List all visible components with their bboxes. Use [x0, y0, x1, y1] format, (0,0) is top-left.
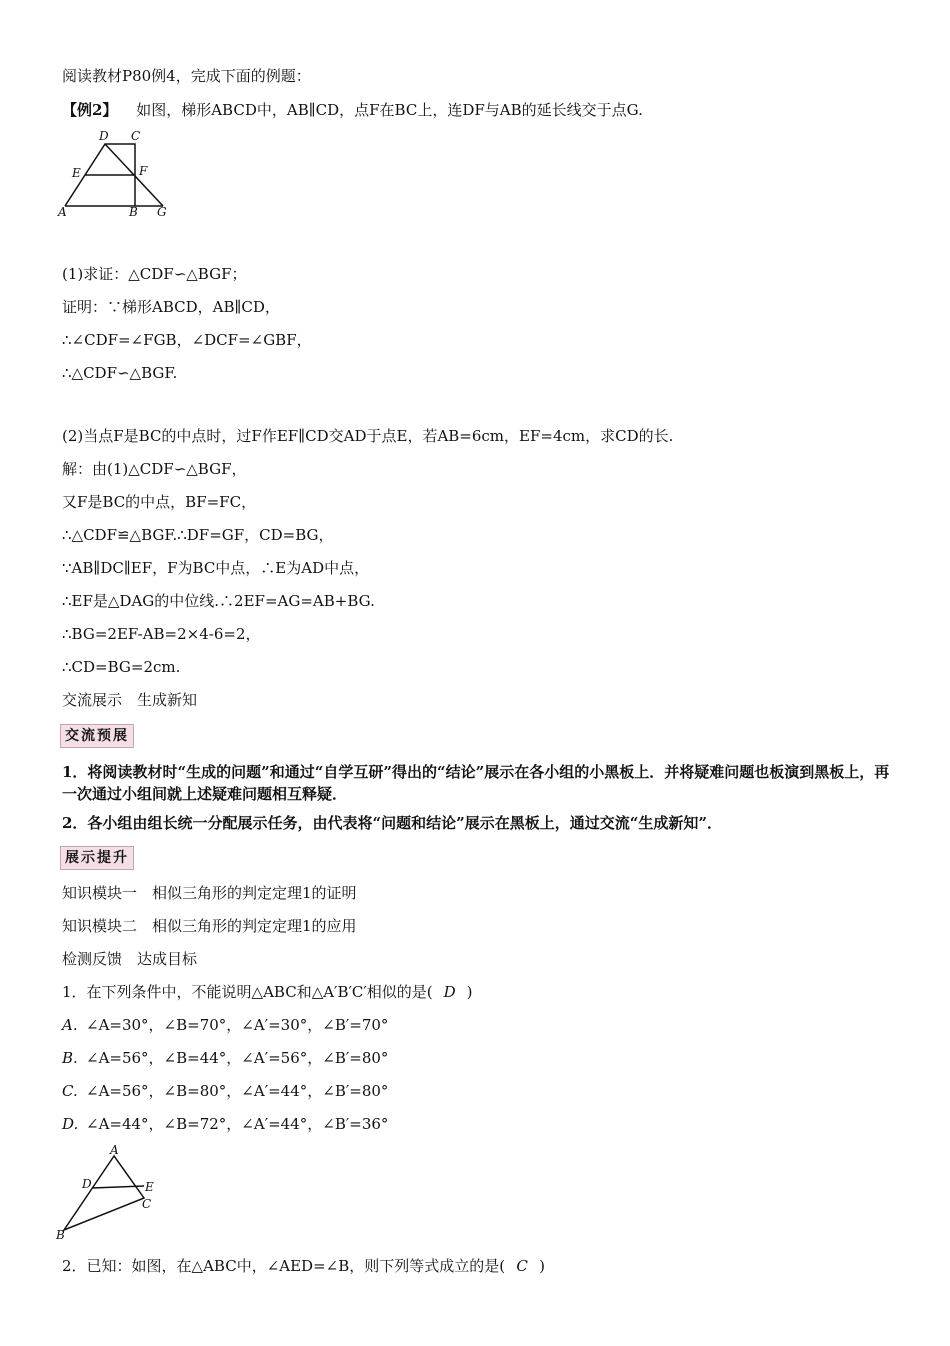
question-2-stem — [62, 1256, 545, 1276]
question-2-text: 2．已知：如图，在△ABC中，∠AED=∠B，则下列等式成立的是( — [62, 1257, 506, 1275]
knowledge-module: 知识模块二 相似三角形的判定定理1的应用 — [62, 917, 357, 935]
solution-line: ∴BG=2EF-AB=2×4-6=2， — [62, 625, 261, 643]
label-b: B — [129, 205, 138, 219]
display-improve-badge: 展示提升 — [60, 846, 134, 870]
section-feedback: 检测反馈 达成目标 — [62, 950, 198, 968]
option-letter: D. — [62, 1115, 79, 1133]
label-d: D — [82, 1177, 92, 1191]
exchange-item: 1．将阅读教材时“生成的问题”和通过“自学互研”得出的“结论”展示在各小组的小黑板上．并将疑难问题也板演到黑板上，再一次通过小组间就上述疑难问题相互释疑． — [62, 763, 890, 803]
trapezoid-figure — [55, 128, 175, 220]
solution-line: ∴EF是△DAG的中位线.∴2EF=AG=AB+BG. — [62, 592, 375, 610]
triangle-abc — [64, 1156, 144, 1230]
question-2-close: ) — [539, 1257, 545, 1275]
label-b: B — [56, 1228, 65, 1242]
label-c: C — [131, 129, 141, 143]
example-label: 【例2】 — [62, 101, 118, 119]
question-1-answer: D — [443, 983, 456, 1001]
triangle-figure — [52, 1142, 162, 1242]
question-2-answer: C — [516, 1257, 528, 1275]
option-text: ∠A=30°，∠B=70°，∠A′=30°，∠B′=70° — [86, 1016, 389, 1034]
question-1-text: 1．在下列条件中，不能说明△ABC和△A′B′C′相似的是( — [62, 983, 433, 1001]
proof-line: ∴△CDF∽△BGF. — [62, 364, 178, 382]
label-f: F — [139, 164, 148, 178]
option-d — [62, 1114, 388, 1134]
option-letter: C. — [62, 1082, 78, 1100]
part1-question: (1)求证：△CDF∽△BGF； — [62, 265, 247, 283]
part2-question: (2)当点F是BC的中点时，过F作EF∥CD交AD于点E，若AB=6cm，EF=4cm，求CD的长. — [62, 427, 674, 445]
solution-line: ∵AB∥DC∥EF，F为BC中点，∴E为AD中点， — [62, 559, 370, 577]
solution-line: ∴△CDF≌△BGF.∴DF=GF，CD=BG， — [62, 526, 334, 544]
option-letter: A. — [62, 1016, 78, 1034]
option-a — [62, 1015, 388, 1035]
label-a: A — [110, 1143, 119, 1157]
example-heading — [62, 100, 643, 120]
label-a: A — [58, 205, 67, 219]
question-1-stem — [62, 982, 473, 1002]
label-e: E — [72, 166, 81, 180]
proof-line: ∴∠CDF=∠FGB，∠DCF=∠GBF， — [62, 331, 312, 349]
proof-line: 证明：∵梯形ABCD，AB∥CD， — [62, 298, 280, 316]
example-text: 如图，梯形ABCD中，AB∥CD，点F在BC上，连DF与AB的延长线交于点G. — [136, 101, 643, 119]
option-c — [62, 1081, 388, 1101]
intro-text: 阅读教材P80例4，完成下面的例题： — [62, 67, 311, 85]
solution-line: ∴CD=BG=2cm. — [62, 658, 181, 676]
question-1-close: ) — [466, 983, 473, 1001]
exchange-item: 2．各小组由组长统一分配展示任务，由代表将“问题和结论”展示在黑板上，通过交流“生成新知”． — [62, 814, 722, 832]
solution-line: 解：由(1)△CDF∽△BGF， — [62, 460, 247, 478]
exchange-preview-badge: 交流预展 — [60, 724, 134, 748]
solution-line: 又F是BC的中点，BF=FC， — [62, 493, 257, 511]
label-g: G — [157, 205, 167, 219]
knowledge-module: 知识模块一 相似三角形的判定定理1的证明 — [62, 884, 357, 902]
label-e: E — [145, 1180, 154, 1194]
section-exchange: 交流展示 生成新知 — [62, 691, 198, 709]
label-c: C — [142, 1197, 152, 1211]
label-d: D — [99, 129, 109, 143]
option-text: ∠A=44°，∠B=72°，∠A′=44°，∠B′=36° — [86, 1115, 389, 1133]
option-text: ∠A=56°，∠B=44°，∠A′=56°，∠B′=80° — [86, 1049, 389, 1067]
option-letter: B. — [62, 1049, 78, 1067]
option-text: ∠A=56°，∠B=80°，∠A′=44°，∠B′=80° — [86, 1082, 389, 1100]
option-b — [62, 1048, 388, 1068]
